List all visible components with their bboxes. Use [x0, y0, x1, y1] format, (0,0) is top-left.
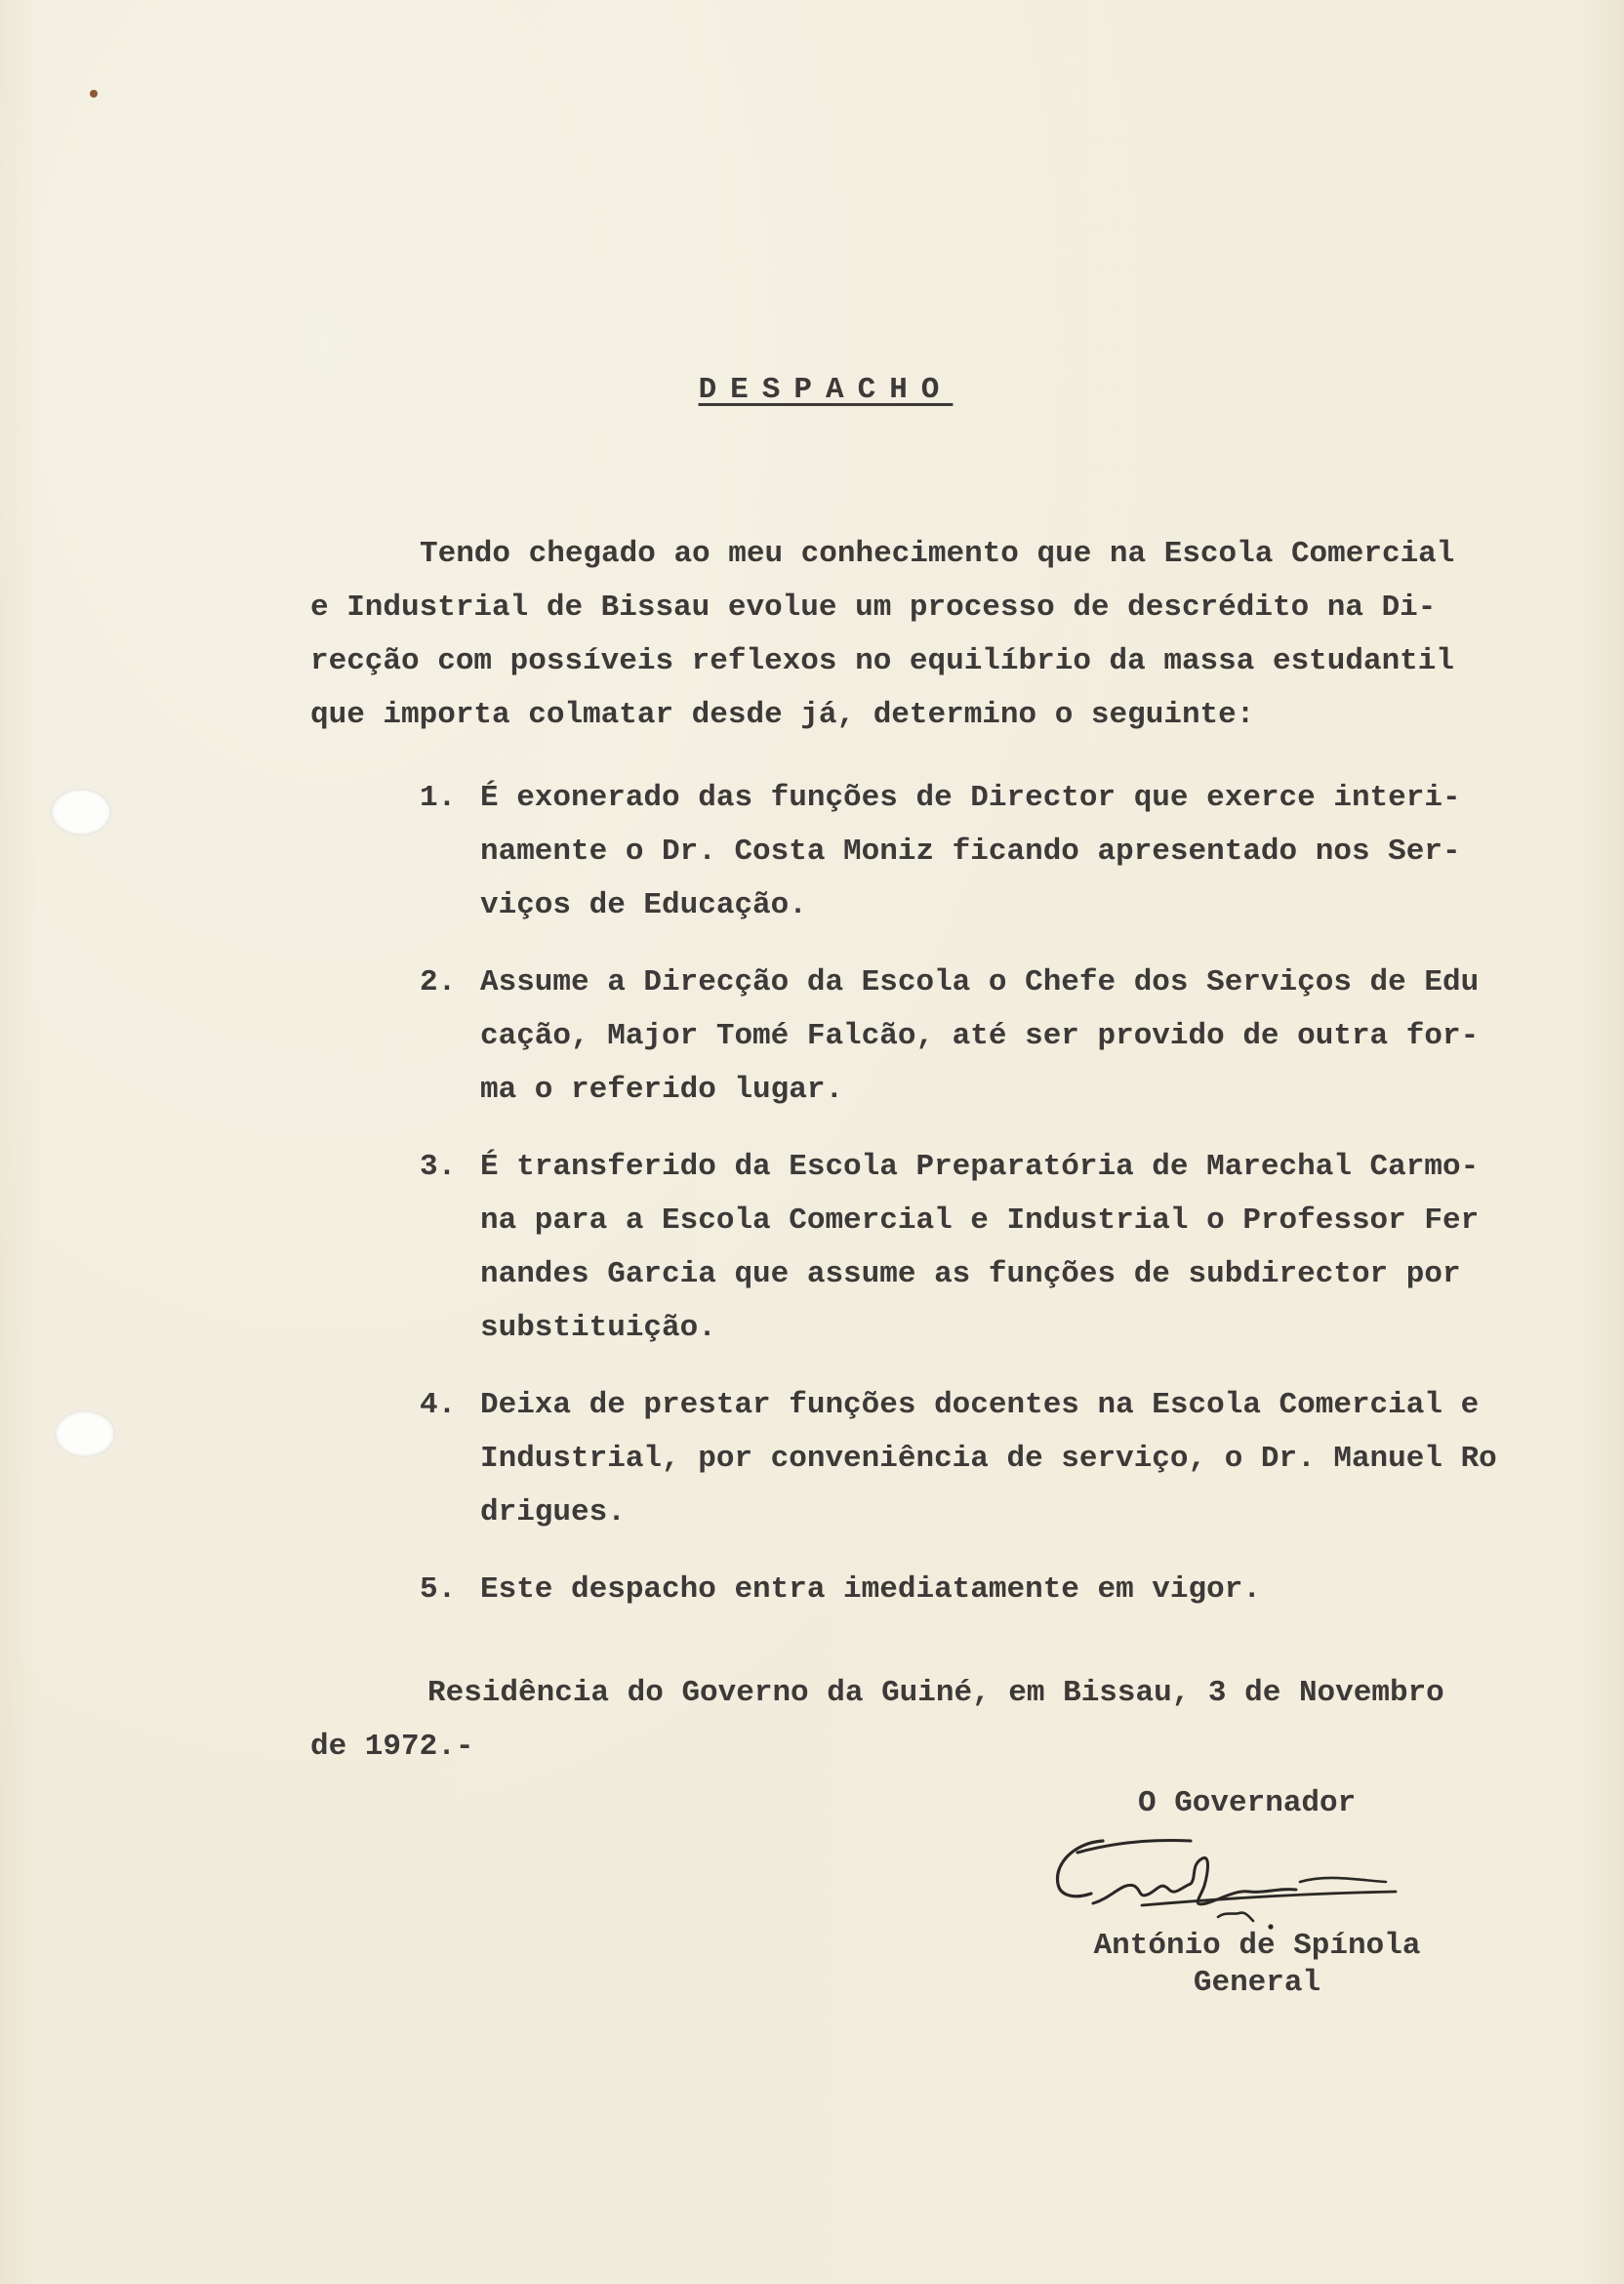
closing-line: de 1972.- — [310, 1730, 474, 1764]
list-item-line: namente o Dr. Costa Moniz ficando apresentado nos Ser- — [480, 835, 1461, 869]
paper-speck — [90, 90, 98, 98]
list-item-number: 5. — [420, 1572, 457, 1607]
list-item-line: Industrial, por conveniência de serviço, o Dr. Manuel Ro — [480, 1442, 1497, 1476]
list-item-line: Deixa de prestar funções docentes na Escola Comercial e — [480, 1388, 1480, 1422]
signatory-name: António de Spínola — [1093, 1929, 1421, 1963]
list-item-number: 1. — [420, 781, 457, 815]
intro-line: recção com possíveis reflexos no equilíbrio da massa estudantil — [310, 644, 1454, 678]
list-item-line: ma o referido lugar. — [480, 1073, 844, 1107]
list-item-line: nandes Garcia que assume as funções de subdirector por — [480, 1257, 1461, 1291]
list-item-number: 3. — [420, 1150, 457, 1184]
list-item — [420, 1563, 1542, 1616]
document-title — [0, 373, 1624, 407]
list-item-line: drigues. — [480, 1495, 626, 1529]
list-item — [420, 1378, 1542, 1539]
closing-line: Residência do Governo da Guiné, em Bissau, 3 de Novembro — [427, 1676, 1444, 1710]
signatory-rank: General — [1193, 1966, 1321, 2000]
list-item-line: viços de Educação. — [480, 888, 807, 922]
list-item-line: Assume a Direcção da Escola o Chefe dos Serviços de Edu — [480, 965, 1480, 999]
list-item-line: É transferido da Escola Preparatória de Marechal Carmo- — [480, 1150, 1480, 1184]
punch-hole-bottom — [55, 1410, 115, 1457]
list-item-number: 4. — [420, 1388, 457, 1422]
signatory-role: O Governador — [1138, 1786, 1357, 1820]
list-item — [420, 771, 1542, 932]
numbered-list — [420, 771, 1542, 1640]
intro-line: que importa colmatar desde já, determino o seguinte: — [310, 698, 1255, 732]
document-title-text: DESPACHO — [698, 373, 954, 407]
list-item — [420, 1140, 1542, 1355]
punch-hole-top — [51, 789, 111, 836]
intro-line: e Industrial de Bissau evolue um processo de descrédito na Di- — [310, 591, 1437, 625]
list-item-line: É exonerado das funções de Director que exerce interi- — [480, 781, 1461, 815]
intro-line: Tendo chegado ao meu conhecimento que na Escola Comercial — [420, 537, 1455, 571]
list-item-line: Este despacho entra imediatamente em vigor. — [480, 1572, 1261, 1607]
list-item — [420, 956, 1542, 1117]
closing-paragraph — [310, 1666, 1444, 1774]
list-item-line: na para a Escola Comercial e Industrial o Professor Fer — [480, 1203, 1480, 1238]
list-item-number: 2. — [420, 965, 457, 999]
list-item-line: cação, Major Tomé Falcão, até ser provido de outra for- — [480, 1019, 1480, 1053]
list-item-line: substituição. — [480, 1311, 716, 1345]
intro-paragraph — [310, 527, 1521, 742]
